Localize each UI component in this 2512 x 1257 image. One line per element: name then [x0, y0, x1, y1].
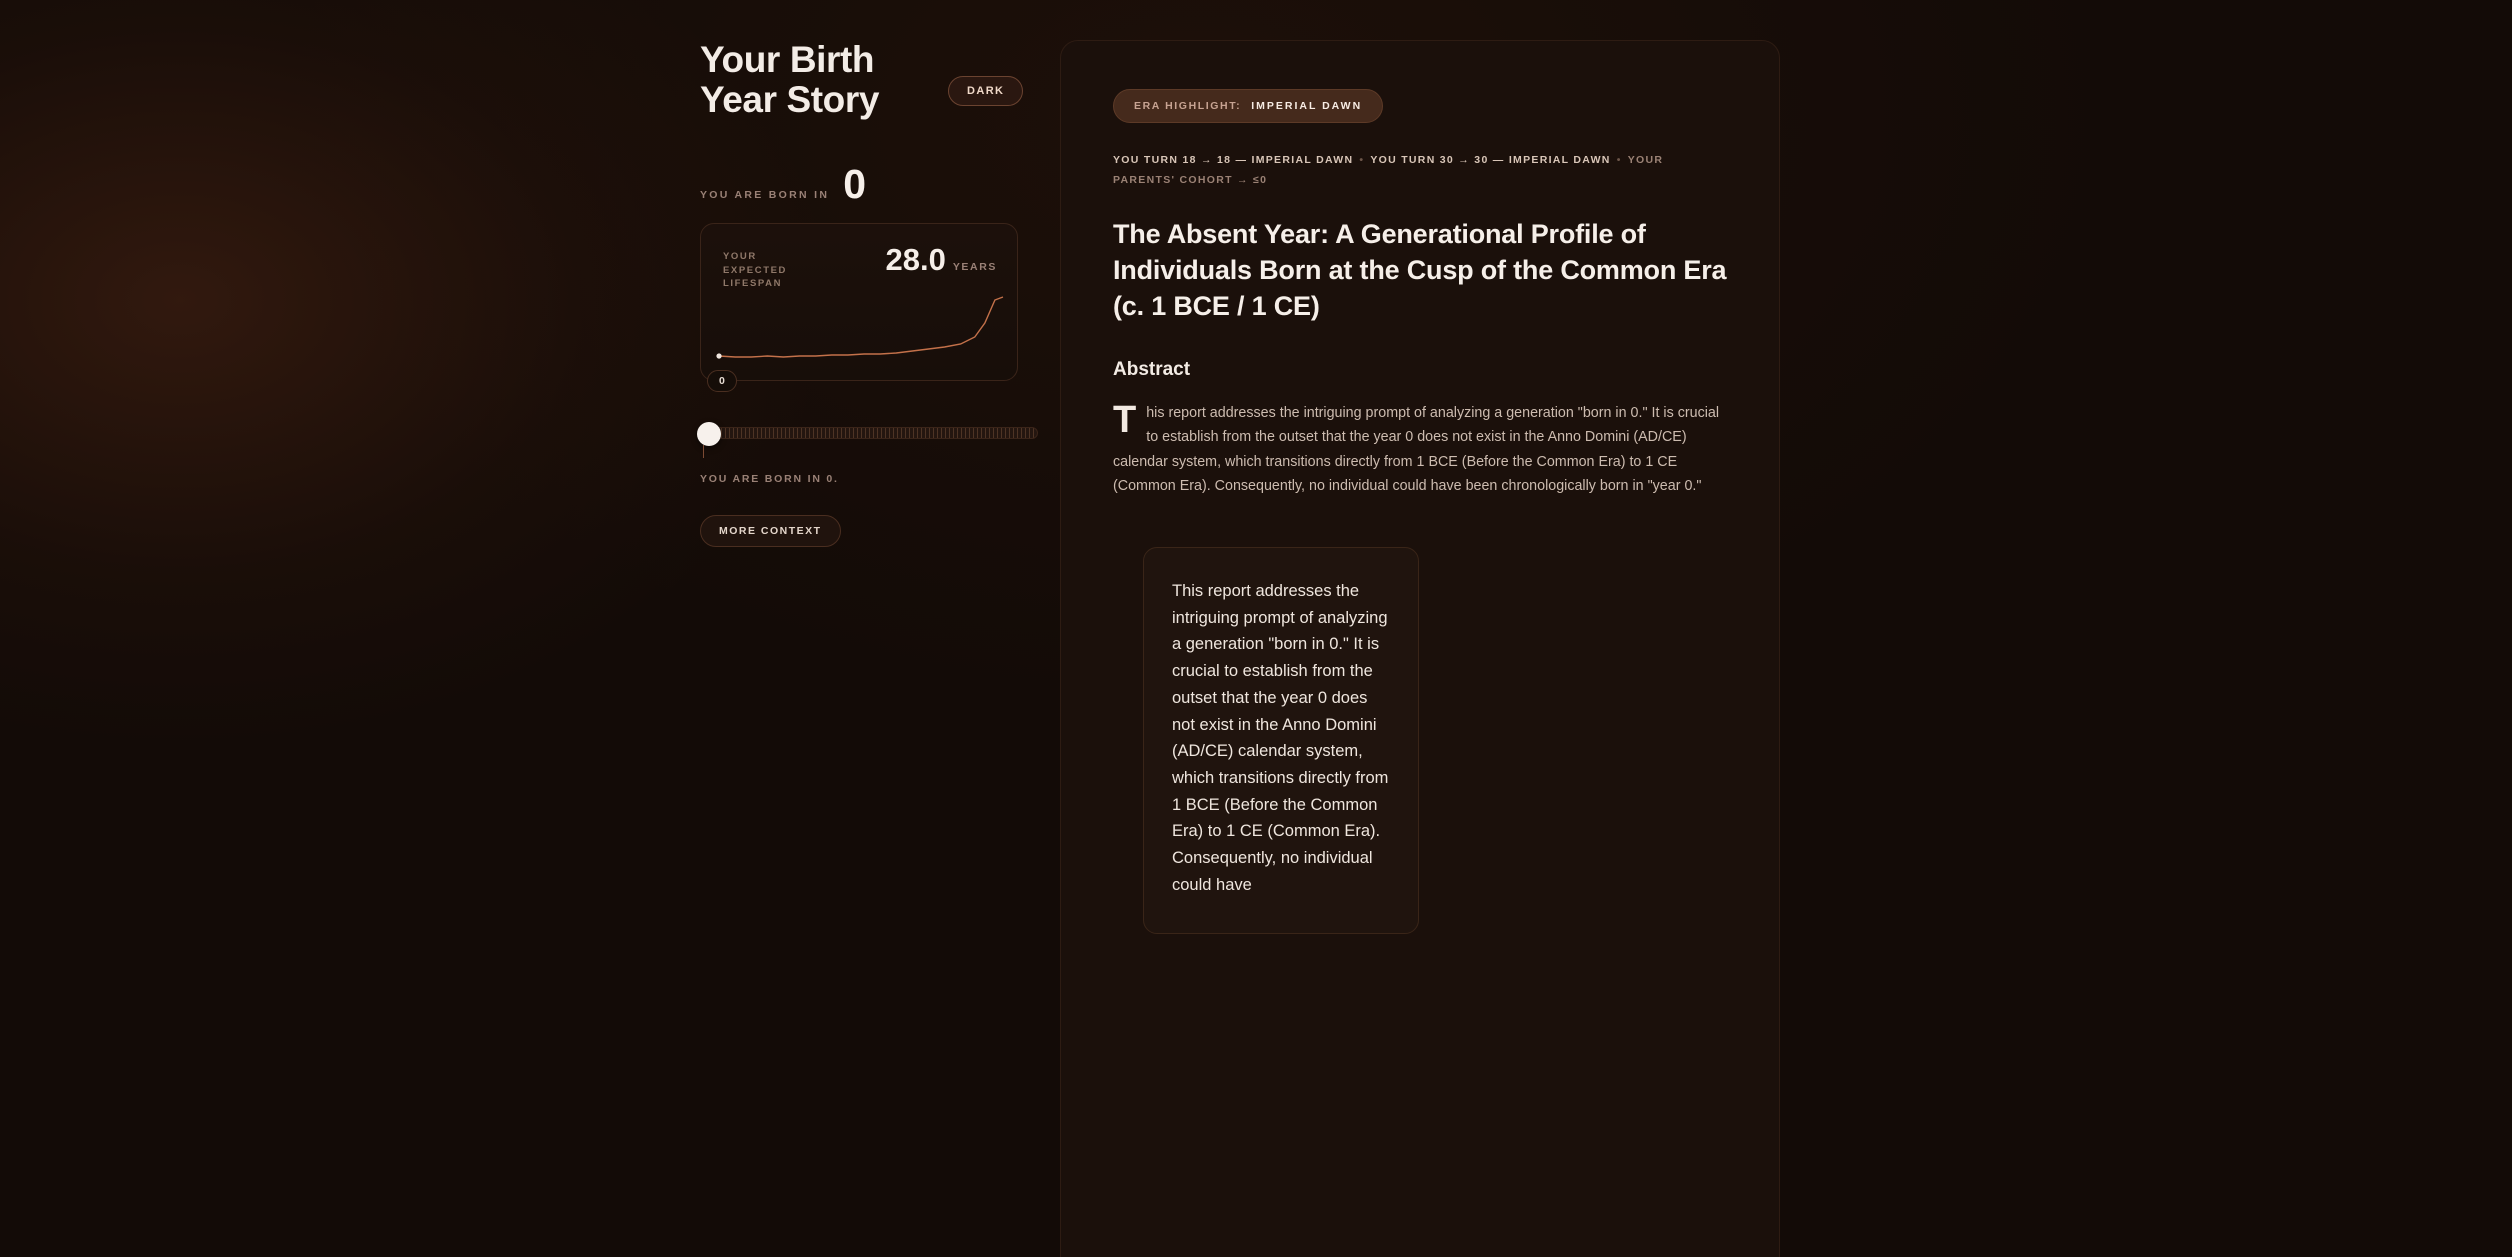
page-title: Your Birth Year Story [700, 39, 880, 120]
birth-year-value: 0 [843, 160, 867, 207]
lifespan-label: YOUR EXPECTED LIFESPAN [723, 250, 788, 290]
slider-thumb[interactable] [697, 422, 721, 446]
lifespan-readout [885, 241, 997, 277]
slider-caption: YOU ARE BORN IN 0. [700, 472, 839, 485]
document-title: The Absent Year: A Generational Profile of Individuals Born at the Cusp of the Common Era (c. 1 BCE / 1 CE) [1113, 218, 1727, 321]
lifespan-year-pill: 0 [707, 370, 737, 392]
slider-tick [703, 445, 704, 458]
milestone-meta-line [1113, 151, 1727, 191]
sparkline-path [719, 297, 1003, 357]
birth-year-slider[interactable] [700, 427, 1038, 485]
meta-separator: • [1616, 154, 1622, 166]
lifespan-card [700, 223, 1018, 387]
abstract-dropcap: T [1113, 398, 1137, 441]
era-highlight-badge [1113, 89, 1383, 123]
abstract-paragraph [1113, 398, 1727, 499]
lifespan-sparkline-chart [715, 290, 1007, 366]
slider-ticks [700, 445, 1038, 459]
birth-year-label: YOU ARE BORN IN [700, 188, 830, 201]
meta-separator: • [1359, 154, 1365, 166]
document-panel [1060, 40, 1780, 1257]
abstract-body: his report addresses the intriguing prompt of analyzing a generation "born in 0." It is crucial to establish from the outset that the year 0 does not exist in the Anno Domini (AD/CE) calendar system, which transitions directly from 1 BCE (Before the Common Era) to 1 CE (Common Era). Consequently, no individual could have been chronologically born in "year 0." [1113, 404, 1720, 495]
slider-track[interactable] [700, 427, 1038, 439]
era-highlight-key: ERA HIGHLIGHT: [1134, 100, 1242, 112]
abstract-quote-card: This report addresses the intriguing prompt of analyzing a generation "born in 0." It is crucial to establish from the outset that the year 0 does not exist in the Anno Domini (AD/CE) calendar system, which transitions directly from 1 BCE (Before the Common Era) to 1 CE (Common Era). Consequently, no individual could have [1143, 547, 1419, 934]
milestone-item-1: YOU TURN 18 → 18 — IMPERIAL DAWN [1113, 154, 1354, 166]
title-row [700, 40, 1040, 120]
controls-panel [700, 40, 1040, 547]
era-highlight-value: IMPERIAL DAWN [1251, 100, 1363, 112]
more-context-button[interactable]: MORE CONTEXT [700, 515, 841, 547]
section-heading-abstract: Abstract [1113, 358, 1191, 380]
sparkline-start-dot [716, 353, 721, 358]
lifespan-unit: YEARS [952, 260, 997, 273]
theme-toggle-button[interactable]: DARK [948, 76, 1023, 106]
milestone-item-3: YOUR PARENTS' COHORT → ≤0 [1113, 154, 1664, 186]
lifespan-value: 28.0 [885, 241, 946, 277]
milestone-item-2: YOU TURN 30 → 30 — IMPERIAL DAWN [1370, 154, 1611, 166]
birth-year-readout [700, 160, 1040, 207]
